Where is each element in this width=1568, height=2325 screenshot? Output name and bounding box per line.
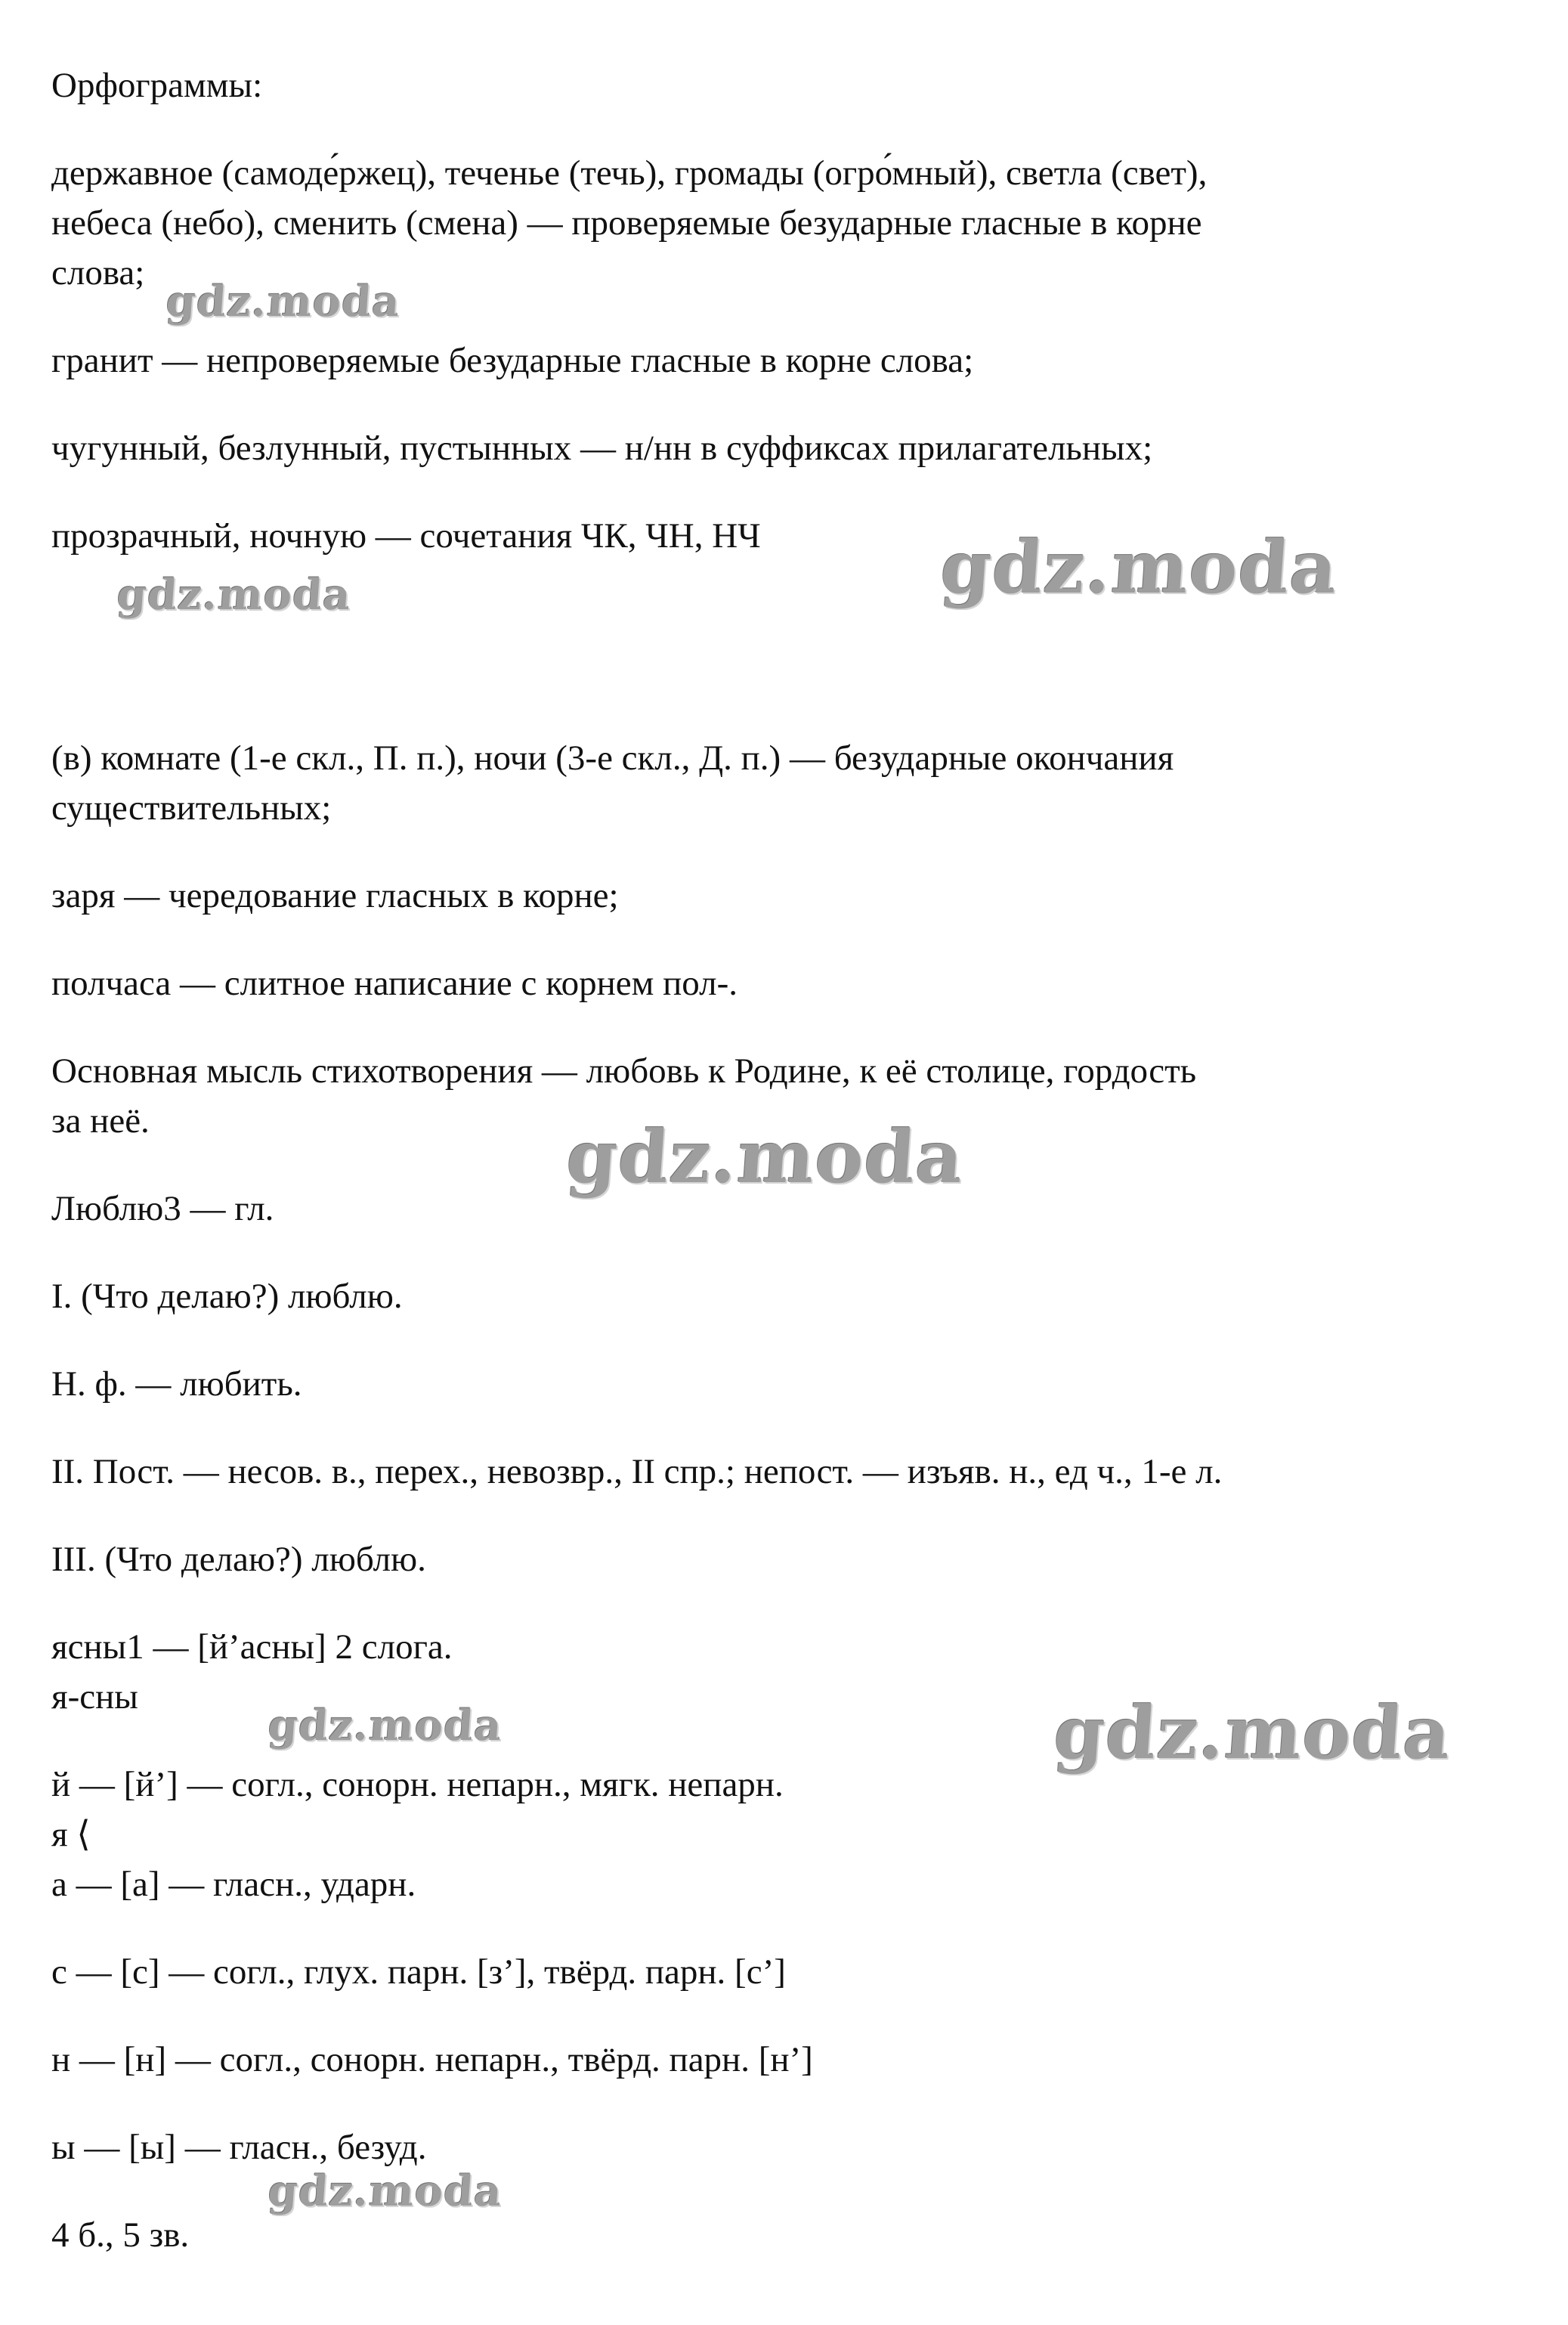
text-line: полчаса — слитное написание с корнем пол-.: [51, 964, 738, 1003]
watermark: gdz.moda: [266, 1701, 504, 1751]
text-line: I. (Что делаю?) люблю.: [51, 1277, 403, 1316]
text-line: ясны1 — [й’асны] 2 слога.: [51, 1627, 453, 1667]
text-line: слова;: [51, 253, 145, 293]
watermark: gdz.moda: [1051, 1690, 1455, 1775]
text-line: Н. ф. — любить.: [51, 1364, 302, 1404]
text-line: я-сны: [51, 1677, 138, 1717]
text-line: н — [н] — согл., сонорн. непарн., твёрд. парн. [н’]: [51, 2040, 813, 2079]
watermark: gdz.moda: [266, 2166, 504, 2216]
text-line: Люблю3 — гл.: [51, 1189, 274, 1228]
text-line: гранит — непроверяемые безударные гласные в корне слова;: [51, 341, 974, 380]
text-line: за неё.: [51, 1101, 150, 1141]
text-line: я ⟨: [51, 1815, 91, 1854]
text-line: заря — чередование гласных в корне;: [51, 876, 619, 915]
text-line: существительных;: [51, 788, 332, 828]
text-line: й — [й’] — согл., сонорн. непарн., мягк. непарн.: [51, 1765, 784, 1804]
text-line: 4 б., 5 зв.: [51, 2215, 190, 2255]
text-line: прозрачный, ночную — сочетания ЧК, ЧН, НЧ: [51, 516, 761, 556]
watermark: gdz.moda: [564, 1114, 967, 1200]
text-line: державное (самоде́ржец), теченье (течь), громады (огро́мный), светла (свет),: [51, 153, 1208, 193]
text-line: ы — [ы] — гласн., безуд.: [51, 2128, 427, 2167]
text-line: а — [а] — гласн., ударн.: [51, 1865, 416, 1904]
text-line: небеса (небо), сменить (смена) — проверяемые безударные гласные в корне: [51, 203, 1202, 243]
text-line: с — [с] — согл., глух. парн. [з’], твёрд. парн. [с’]: [51, 1952, 786, 1992]
heading-orthograms: Орфограммы:: [51, 66, 263, 105]
text-line: III. (Что делаю?) люблю.: [51, 1540, 426, 1579]
text-line: II. Пост. — несов. в., перех., невозвр., II спр.; непост. — изъяв. н., ед ч., 1-е л.: [51, 1452, 1223, 1491]
text-line: Основная мысль стихотворения — любовь к Родине, к её столице, гордость: [51, 1051, 1197, 1091]
watermark: gdz.moda: [115, 570, 353, 620]
text-line: (в) комнате (1-е скл., П. п.), ночи (3-е скл., Д. п.) — безударные окончания: [51, 738, 1174, 778]
text-line: чугунный, безлунный, пустынных — н/нн в суффиксах прилагательных;: [51, 429, 1153, 468]
watermark: gdz.moda: [164, 277, 402, 327]
watermark: gdz.moda: [938, 525, 1341, 610]
